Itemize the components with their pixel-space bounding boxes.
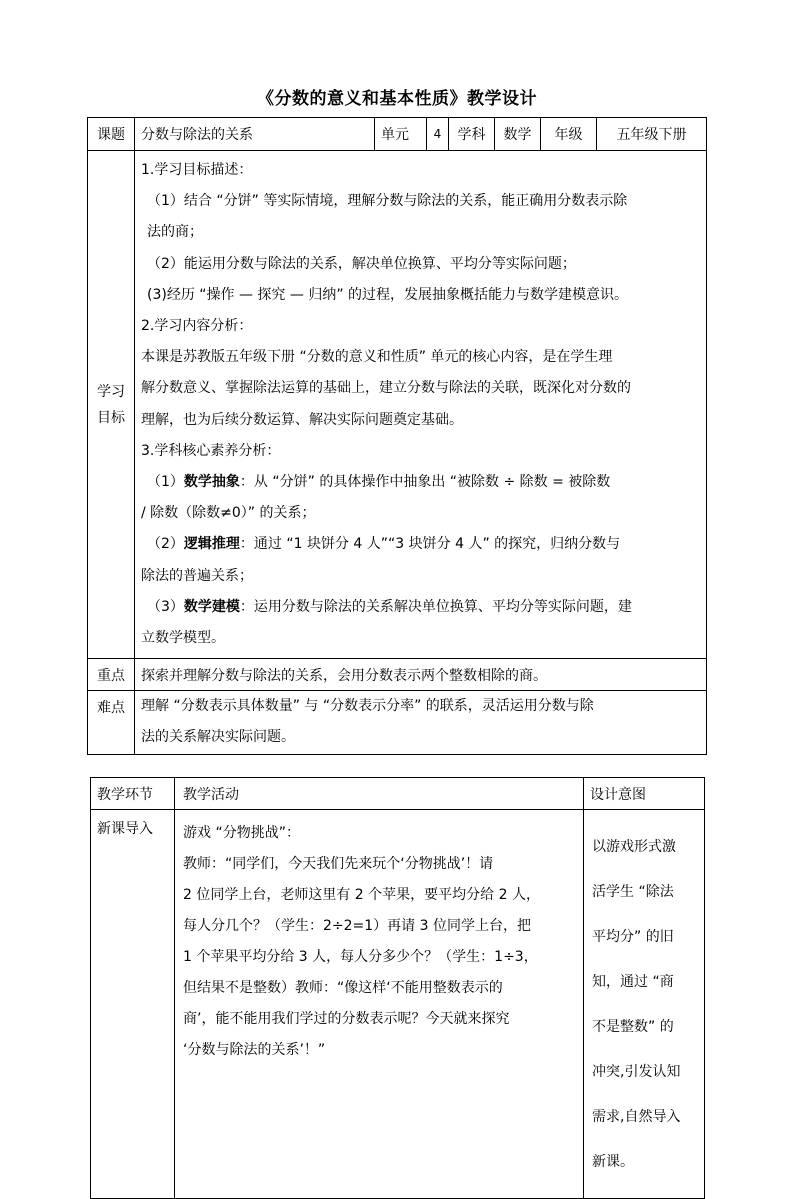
goals-content — [135, 151, 707, 659]
goals-row — [88, 151, 707, 659]
subject-value: 数学 — [495, 118, 541, 151]
literacy-item-3-prefix: （3） — [147, 598, 184, 615]
activity-line-3: 2 位同学上台，老师这里有 2 个苹果，要平均分给 2 人， — [183, 887, 540, 903]
intent-line-1: 以游戏形式激 — [592, 839, 676, 855]
unit-label: 单元 — [375, 118, 427, 151]
literacy-item-1-term: 数学抽象 — [183, 474, 240, 491]
intent-line-7: 需求,自然导入 — [592, 1109, 681, 1125]
literacy-item-1-prefix: （1） — [147, 474, 184, 491]
goal-item-3: (3)经历 “操作 — 探究 — 归纳” 的过程，发展抽象概括能力与数学建模意识。 — [147, 286, 629, 303]
literacy-item-1-cont: / 除数（除数≠0）” 的关系； — [141, 505, 316, 522]
literacy-item-1-text: ：从 “分饼” 的具体操作中抽象出 “被除数 ÷ 除数 = 被除数 — [239, 474, 611, 491]
activity-line-5: 1 个苹果平均分给 3 人，每人分多少个？（学生：1÷3， — [183, 949, 538, 965]
goal-item-1: （1）结合 “分饼” 等实际情境，理解分数与除法的关系，能正确用分数表示除 — [147, 193, 628, 210]
course-label: 课题 — [88, 118, 135, 151]
key-point-row — [88, 659, 707, 691]
literacy-item-2-cont: 除法的普遍关系； — [141, 567, 253, 584]
activity-cell — [175, 810, 584, 1199]
header-activity: 教学活动 — [175, 778, 584, 810]
content-analysis-line-1: 本课是苏教版五年级下册 “分数的意义和性质” 单元的核心内容，是在学生理 — [141, 349, 613, 366]
literacy-item-2-prefix: （2） — [147, 536, 184, 553]
goals-label-line1: 学习 — [97, 383, 125, 400]
subject-label: 学科 — [449, 118, 495, 151]
difficulty-content — [135, 691, 707, 754]
stage-cell: 新课导入 — [91, 810, 175, 1199]
info-row — [88, 118, 707, 151]
key-point-label: 重点 — [88, 659, 135, 691]
intent-line-3: 平均分” 的旧 — [592, 929, 674, 945]
teaching-row — [91, 810, 705, 1199]
literacy-heading: 3.学科核心素养分析： — [141, 442, 281, 459]
goals-label-line2: 目标 — [97, 409, 125, 426]
document-title: 《分数的意义和基本性质》教学设计 — [257, 89, 537, 109]
intent-line-4: 知，通过 “商 — [592, 974, 674, 990]
difficulty-line-2: 法的关系解决实际问题。 — [141, 729, 295, 746]
difficulty-label: 难点 — [88, 691, 135, 754]
literacy-item-2-term: 逻辑推理 — [183, 536, 240, 553]
header-intent: 设计意图 — [584, 778, 705, 810]
literacy-item-3-cont: 立数学模型。 — [141, 630, 225, 647]
activity-line-7: 商’，能不能用我们学过的分数表示呢？今天就来探究 — [183, 1011, 510, 1027]
intent-line-5: 不是整数” 的 — [592, 1019, 674, 1035]
content-analysis-heading: 2.学习内容分析： — [141, 318, 253, 335]
activity-line-4: 每人分几个？（学生：2÷2=1）再请 3 位同学上台，把 — [183, 918, 531, 934]
content-analysis-line-2: 解分数意义、掌握除法运算的基础上，建立分数与除法的关联，既深化对分数的 — [141, 380, 631, 397]
course-value: 分数与除法的关系 — [135, 118, 375, 151]
intent-line-6: 冲突,引发认知 — [592, 1064, 681, 1080]
literacy-item-3-text: ：运用分数与除法的关系解决单位换算、平均分等实际问题，建 — [239, 598, 632, 615]
difficulty-row — [88, 691, 707, 754]
teaching-header-row — [91, 778, 705, 810]
content-analysis-line-3: 理解，也为后续分数运算、解决实际问题奠定基础。 — [141, 411, 463, 428]
literacy-item-1 — [141, 467, 701, 498]
activity-line-1: 游戏 “分物挑战”： — [183, 825, 300, 841]
activity-line-8: ‘分数与除法的关系’！” — [183, 1042, 326, 1058]
literacy-item-2 — [141, 529, 701, 560]
unit-value: 4 — [427, 118, 449, 151]
intent-cell — [584, 810, 705, 1199]
teaching-process-table — [90, 777, 705, 1199]
difficulty-line-1: 理解 “分数表示具体数量” 与 “分数表示分率” 的联系，灵活运用分数与除 — [141, 698, 594, 715]
header-stage: 教学环节 — [91, 778, 175, 810]
literacy-item-3 — [141, 592, 701, 623]
goal-item-1-cont: 法的商； — [147, 224, 203, 241]
key-point-text: 探索并理解分数与除法的关系，会用分数表示两个整数相除的商。 — [135, 659, 707, 691]
goal-item-2: （2）能运用分数与除法的关系，解决单位换算、平均分等实际问题； — [147, 255, 576, 272]
activity-line-6: 但结果不是整数）教师：“像这样‘不能用整数表示的 — [183, 980, 503, 996]
literacy-item-3-term: 数学建模 — [183, 598, 240, 615]
grade-label: 年级 — [541, 118, 597, 151]
grade-value: 五年级下册 — [597, 118, 707, 151]
design-info-table — [87, 117, 707, 755]
literacy-item-2-text: ：通过 “1 块饼分 4 人”“3 块饼分 4 人” 的探究，归纳分数与 — [239, 536, 621, 553]
goals-label — [88, 151, 135, 659]
intent-line-2: 活学生 “除法 — [592, 884, 674, 900]
goal-desc-heading: 1.学习目标描述： — [141, 162, 253, 178]
intent-line-8: 新课。 — [592, 1154, 634, 1170]
activity-line-2: 教师：“同学们，今天我们先来玩个‘分物挑战’！请 — [183, 856, 494, 872]
